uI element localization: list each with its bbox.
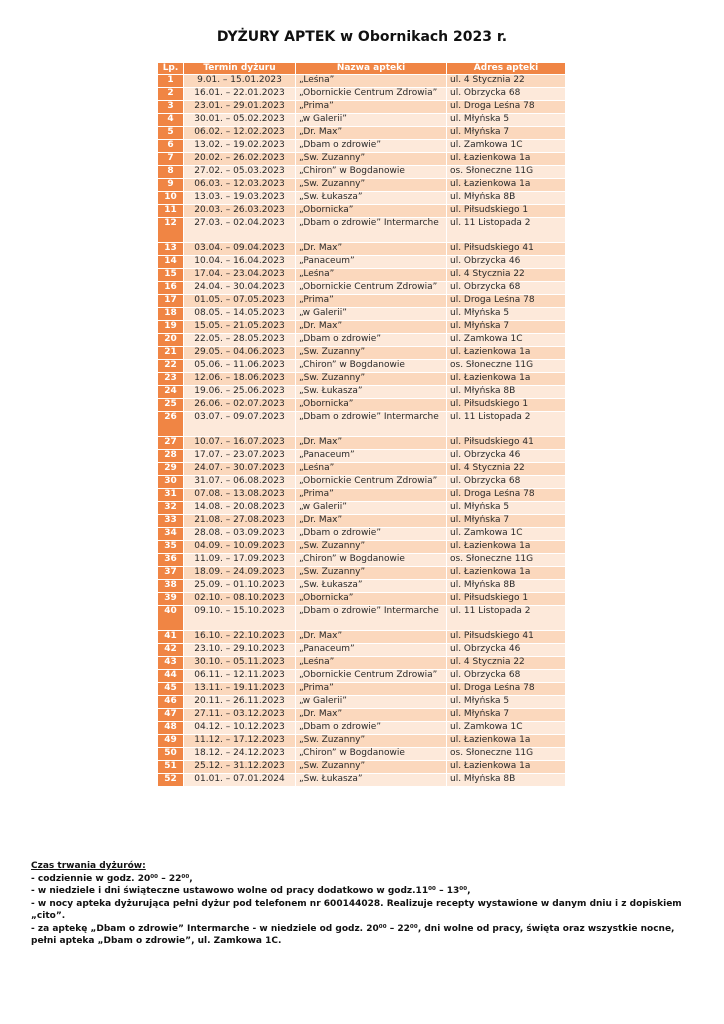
row-number: 3 [158,101,184,114]
pharmacy-address: ul. 4 Stycznia 22 [447,75,566,88]
row-number: 9 [158,179,184,192]
table-row [158,321,566,334]
table-row [158,386,566,399]
duty-term: 23.01. – 29.01.2023 [184,101,296,114]
pharmacy-address: ul. Łazienkowa 1a [447,541,566,554]
header-address: Adres apteki [447,63,566,75]
pharmacy-address: ul. Młyńska 5 [447,114,566,127]
duty-term: 22.05. – 28.05.2023 [184,334,296,347]
table-row [158,515,566,528]
table-row [158,580,566,593]
duty-term: 11.09. – 17.09.2023 [184,554,296,567]
row-number: 45 [158,683,184,696]
table-header-row [158,63,566,75]
header-name: Nazwa apteki [296,63,447,75]
pharmacy-name: „Św. Zuzanny” [296,541,447,554]
pharmacy-address: ul. Obrzycka 46 [447,644,566,657]
pharmacy-name: „Prima” [296,295,447,308]
table-row [158,205,566,218]
pharmacy-address: ul. Młyńska 7 [447,321,566,334]
pharmacy-name: „w Galerii” [296,696,447,709]
pharmacy-name: „Leśna” [296,269,447,282]
pharmacy-address: ul. Łazienkowa 1a [447,761,566,774]
row-number: 48 [158,722,184,735]
row-number: 12 [158,218,184,243]
row-number: 51 [158,761,184,774]
duty-term: 20.11. – 26.11.2023 [184,696,296,709]
duty-term: 30.10. – 05.11.2023 [184,657,296,670]
pharmacy-address: os. Słoneczne 11G [447,166,566,179]
row-number: 10 [158,192,184,205]
pharmacy-name: „Chiron” w Bogdanowie [296,748,447,761]
pharmacy-name: „Św. Łukasza” [296,580,447,593]
row-number: 27 [158,437,184,450]
pharmacy-name: „Dr. Max” [296,631,447,644]
table-row [158,308,566,321]
pharmacy-address: ul. Młyńska 8B [447,580,566,593]
pharmacy-name: „Św. Zuzanny” [296,735,447,748]
duty-term: 27.02. – 05.03.2023 [184,166,296,179]
page-title: DYŻURY APTEK w Obornikach 2023 r. [216,29,508,45]
duty-term: 07.08. – 13.08.2023 [184,489,296,502]
duty-term: 23.10. – 29.10.2023 [184,644,296,657]
pharmacy-name: „Leśna” [296,463,447,476]
row-number: 38 [158,580,184,593]
pharmacy-name: „w Galerii” [296,308,447,321]
duty-term: 03.07. – 09.07.2023 [184,412,296,437]
row-number: 6 [158,140,184,153]
pharmacy-address: ul. 4 Stycznia 22 [447,269,566,282]
table-row [158,127,566,140]
pharmacy-name: „Chiron” w Bogdanowie [296,554,447,567]
row-number: 4 [158,114,184,127]
row-number: 47 [158,709,184,722]
pharmacy-address: ul. Młyńska 8B [447,386,566,399]
pharmacy-name: „Leśna” [296,75,447,88]
table-row [158,153,566,166]
pharmacy-name: „Dbam o zdrowie” Intermarche [296,218,447,243]
row-number: 14 [158,256,184,269]
row-number: 15 [158,269,184,282]
table-row [158,541,566,554]
table-row [158,683,566,696]
table-row [158,761,566,774]
header-lp: Lp. [158,63,184,75]
row-number: 1 [158,75,184,88]
pharmacy-address: ul. Młyńska 7 [447,127,566,140]
duty-term: 11.12. – 17.12.2023 [184,735,296,748]
pharmacy-address: ul. 4 Stycznia 22 [447,463,566,476]
table-row [158,192,566,205]
table-row [158,657,566,670]
duty-term: 30.01. – 05.02.2023 [184,114,296,127]
row-number: 34 [158,528,184,541]
duty-term: 27.11. – 03.12.2023 [184,709,296,722]
pharmacy-address: ul. Młyńska 7 [447,515,566,528]
pharmacy-address: ul. Obrzycka 46 [447,256,566,269]
duty-term: 17.04. – 23.04.2023 [184,269,296,282]
pharmacy-name: „Obornickie Centrum Zdrowia” [296,88,447,101]
pharmacy-address: ul. Młyńska 8B [447,774,566,787]
table-row [158,412,566,437]
duty-term: 16.10. – 22.10.2023 [184,631,296,644]
pharmacy-name: „Obornicka” [296,399,447,412]
table-row [158,295,566,308]
row-number: 36 [158,554,184,567]
table-row [158,476,566,489]
table-body [158,75,566,787]
row-number: 26 [158,412,184,437]
table-row [158,269,566,282]
pharmacy-name: „Dbam o zdrowie” [296,334,447,347]
row-number: 41 [158,631,184,644]
row-number: 19 [158,321,184,334]
duty-term: 04.12. – 10.12.2023 [184,722,296,735]
table-row [158,631,566,644]
pharmacy-name: „Dbam o zdrowie” [296,528,447,541]
pharmacy-name: „Chiron” w Bogdanowie [296,166,447,179]
pharmacy-name: „Leśna” [296,657,447,670]
row-number: 16 [158,282,184,295]
row-number: 23 [158,373,184,386]
pharmacy-address: ul. Droga Leśna 78 [447,683,566,696]
pharmacy-address: ul. Droga Leśna 78 [447,101,566,114]
table-row [158,606,566,631]
duty-term: 14.08. – 20.08.2023 [184,502,296,515]
table-row [158,347,566,360]
row-number: 24 [158,386,184,399]
header-term: Termin dyżuru [184,63,296,75]
table-row [158,140,566,153]
row-number: 28 [158,450,184,463]
pharmacy-address: ul. Piłsudskiego 1 [447,399,566,412]
pharmacy-address: ul. Obrzycka 46 [447,450,566,463]
pharmacy-address: ul. Łazienkowa 1a [447,179,566,192]
note-line: - w nocy apteka dyżurująca pełni dyżur pod telefonem nr 600144028. Realizuje recepty wystawione w danym dniu i z dopiskiem „cito”. [31,898,682,921]
row-number: 21 [158,347,184,360]
pharmacy-address: ul. Łazienkowa 1a [447,347,566,360]
table-row [158,450,566,463]
pharmacy-address: ul. Łazienkowa 1a [447,373,566,386]
note-line: - codziennie w godz. 20⁰⁰ – 22⁰⁰, [31,873,193,884]
duty-term: 05.06. – 11.06.2023 [184,360,296,373]
row-number: 18 [158,308,184,321]
row-number: 46 [158,696,184,709]
pharmacy-address: ul. Młyńska 8B [447,192,566,205]
pharmacy-name: „Obornicka” [296,593,447,606]
table-row [158,114,566,127]
table-row [158,748,566,761]
table-row [158,373,566,386]
row-number: 25 [158,399,184,412]
pharmacy-name: „Prima” [296,683,447,696]
duty-term: 16.01. – 22.01.2023 [184,88,296,101]
row-number: 17 [158,295,184,308]
table-row [158,722,566,735]
duty-term: 28.08. – 03.09.2023 [184,528,296,541]
duty-term: 24.04. – 30.04.2023 [184,282,296,295]
table-row [158,489,566,502]
pharmacy-address: os. Słoneczne 11G [447,748,566,761]
row-number: 37 [158,567,184,580]
pharmacy-name: „Św. Łukasza” [296,386,447,399]
pharmacy-address: ul. 11 Listopada 2 [447,218,566,243]
pharmacy-name: „Dr. Max” [296,437,447,450]
notes-section [31,860,691,948]
duty-term: 20.03. – 26.03.2023 [184,205,296,218]
duty-term: 06.03. – 12.03.2023 [184,179,296,192]
table-row [158,360,566,373]
table-row [158,166,566,179]
row-number: 2 [158,88,184,101]
pharmacy-address: ul. Młyńska 7 [447,709,566,722]
pharmacy-address: ul. Młyńska 5 [447,502,566,515]
pharmacy-address: ul. Obrzycka 68 [447,670,566,683]
pharmacy-name: „Panaceum” [296,644,447,657]
pharmacy-name: „Św. Zuzanny” [296,153,447,166]
table-row [158,75,566,88]
table-row [158,88,566,101]
pharmacy-name: „Obornickie Centrum Zdrowia” [296,670,447,683]
row-number: 42 [158,644,184,657]
duty-term: 12.06. – 18.06.2023 [184,373,296,386]
duty-term: 08.05. – 14.05.2023 [184,308,296,321]
row-number: 40 [158,606,184,631]
table-row [158,179,566,192]
row-number: 20 [158,334,184,347]
pharmacy-name: „Św. Zuzanny” [296,761,447,774]
pharmacy-name: „Prima” [296,101,447,114]
row-number: 5 [158,127,184,140]
row-number: 7 [158,153,184,166]
duty-term: 17.07. – 23.07.2023 [184,450,296,463]
duty-term: 13.11. – 19.11.2023 [184,683,296,696]
duty-term: 25.09. – 01.10.2023 [184,580,296,593]
table-row [158,593,566,606]
pharmacy-name: „Panaceum” [296,450,447,463]
duty-term: 13.03. – 19.03.2023 [184,192,296,205]
row-number: 50 [158,748,184,761]
table-row [158,218,566,243]
duty-term: 25.12. – 31.12.2023 [184,761,296,774]
pharmacy-address: ul. Zamkowa 1C [447,334,566,347]
pharmacy-address: ul. Piłsudskiego 41 [447,243,566,256]
note-line: - za aptekę „Dbam o zdrowie” Intermarche - w niedziele od godz. 20⁰⁰ – 22⁰⁰, dni wolne od pracy, święta oraz wszystkie nocne, pełni apteka „Dbam o zdrowie”, ul. Zamkowa 1C. [31,923,675,946]
table-row [158,644,566,657]
table-row [158,243,566,256]
duty-term: 03.04. – 09.04.2023 [184,243,296,256]
pharmacy-name: „Dbam o zdrowie” Intermarche [296,606,447,631]
pharmacy-address: ul. Piłsudskiego 1 [447,593,566,606]
pharmacy-address: ul. Piłsudskiego 41 [447,437,566,450]
pharmacy-name: „Dr. Max” [296,515,447,528]
pharmacy-address: os. Słoneczne 11G [447,360,566,373]
duty-term: 09.10. – 15.10.2023 [184,606,296,631]
pharmacy-address: ul. 4 Stycznia 22 [447,657,566,670]
row-number: 11 [158,205,184,218]
row-number: 44 [158,670,184,683]
row-number: 49 [158,735,184,748]
table-row [158,256,566,269]
duty-term: 18.09. – 24.09.2023 [184,567,296,580]
pharmacy-address: ul. Młyńska 5 [447,308,566,321]
table-row [158,399,566,412]
duty-term: 27.03. – 02.04.2023 [184,218,296,243]
row-number: 8 [158,166,184,179]
table-row [158,709,566,722]
table-row [158,463,566,476]
pharmacy-name: „Św. Zuzanny” [296,373,447,386]
note-line: - w niedziele i dni świąteczne ustawowo wolne od pracy dodatkowo w godz.11⁰⁰ – 13⁰⁰, [31,886,471,896]
duty-term: 10.07. – 16.07.2023 [184,437,296,450]
duty-term: 24.07. – 30.07.2023 [184,463,296,476]
pharmacy-name: „Św. Zuzanny” [296,179,447,192]
row-number: 22 [158,360,184,373]
duty-term: 13.02. – 19.02.2023 [184,140,296,153]
table-row [158,437,566,450]
pharmacy-address: ul. 11 Listopada 2 [447,606,566,631]
pharmacy-address: ul. Łazienkowa 1a [447,735,566,748]
pharmacy-name: „Chiron” w Bogdanowie [296,360,447,373]
row-number: 52 [158,774,184,787]
pharmacy-address: ul. Obrzycka 68 [447,88,566,101]
row-number: 30 [158,476,184,489]
pharmacy-name: „Obornickie Centrum Zdrowia” [296,476,447,489]
table-row [158,735,566,748]
duty-term: 20.02. – 26.02.2023 [184,153,296,166]
pharmacy-address: ul. Zamkowa 1C [447,722,566,735]
duty-schedule-table [157,62,566,787]
table-row [158,101,566,114]
pharmacy-address: ul. Zamkowa 1C [447,528,566,541]
pharmacy-name: „Dr. Max” [296,243,447,256]
duty-term: 26.06. – 02.07.2023 [184,399,296,412]
pharmacy-name: „Dr. Max” [296,321,447,334]
pharmacy-name: „Św. Zuzanny” [296,567,447,580]
table-row [158,774,566,787]
table-row [158,502,566,515]
duty-term: 06.02. – 12.02.2023 [184,127,296,140]
pharmacy-name: „w Galerii” [296,114,447,127]
row-number: 32 [158,502,184,515]
table-row [158,696,566,709]
pharmacy-address: ul. Obrzycka 68 [447,282,566,295]
pharmacy-name: „Św. Zuzanny” [296,347,447,360]
row-number: 35 [158,541,184,554]
pharmacy-name: „Dr. Max” [296,127,447,140]
pharmacy-address: ul. Piłsudskiego 1 [447,205,566,218]
pharmacy-name: „w Galerii” [296,502,447,515]
row-number: 43 [158,657,184,670]
duty-term: 29.05. – 04.06.2023 [184,347,296,360]
pharmacy-name: „Dbam o zdrowie” Intermarche [296,412,447,437]
duty-term: 21.08. – 27.08.2023 [184,515,296,528]
duty-term: 01.01. – 07.01.2024 [184,774,296,787]
pharmacy-address: ul. Łazienkowa 1a [447,567,566,580]
pharmacy-address: ul. Droga Leśna 78 [447,295,566,308]
pharmacy-address: ul. Droga Leśna 78 [447,489,566,502]
duty-term: 19.06. – 25.06.2023 [184,386,296,399]
pharmacy-name: „Dr. Max” [296,709,447,722]
table-row [158,334,566,347]
duty-term: 06.11. – 12.11.2023 [184,670,296,683]
duty-term: 01.05. – 07.05.2023 [184,295,296,308]
table-row [158,282,566,295]
row-number: 31 [158,489,184,502]
duty-term: 04.09. – 10.09.2023 [184,541,296,554]
duty-term: 10.04. – 16.04.2023 [184,256,296,269]
pharmacy-address: os. Słoneczne 11G [447,554,566,567]
pharmacy-address: ul. Młyńska 5 [447,696,566,709]
table-row [158,567,566,580]
pharmacy-name: „Obornicka” [296,205,447,218]
pharmacy-name: „Panaceum” [296,256,447,269]
notes-heading: Czas trwania dyżurów: [31,861,146,871]
duty-term: 15.05. – 21.05.2023 [184,321,296,334]
pharmacy-name: „Św. Łukasza” [296,774,447,787]
pharmacy-address: ul. Obrzycka 68 [447,476,566,489]
row-number: 29 [158,463,184,476]
row-number: 33 [158,515,184,528]
table-row [158,554,566,567]
duty-term: 31.07. – 06.08.2023 [184,476,296,489]
duty-term: 02.10. – 08.10.2023 [184,593,296,606]
duty-term: 18.12. – 24.12.2023 [184,748,296,761]
pharmacy-address: ul. 11 Listopada 2 [447,412,566,437]
pharmacy-address: ul. Piłsudskiego 41 [447,631,566,644]
pharmacy-name: „Dbam o zdrowie” [296,140,447,153]
table-row [158,670,566,683]
row-number: 13 [158,243,184,256]
pharmacy-name: „Obornickie Centrum Zdrowia” [296,282,447,295]
pharmacy-name: „Dbam o zdrowie” [296,722,447,735]
duty-term: 9.01. – 15.01.2023 [184,75,296,88]
row-number: 39 [158,593,184,606]
pharmacy-address: ul. Łazienkowa 1a [447,153,566,166]
pharmacy-address: ul. Zamkowa 1C [447,140,566,153]
pharmacy-name: „Prima” [296,489,447,502]
pharmacy-name: „Św. Łukasza” [296,192,447,205]
table-row [158,528,566,541]
